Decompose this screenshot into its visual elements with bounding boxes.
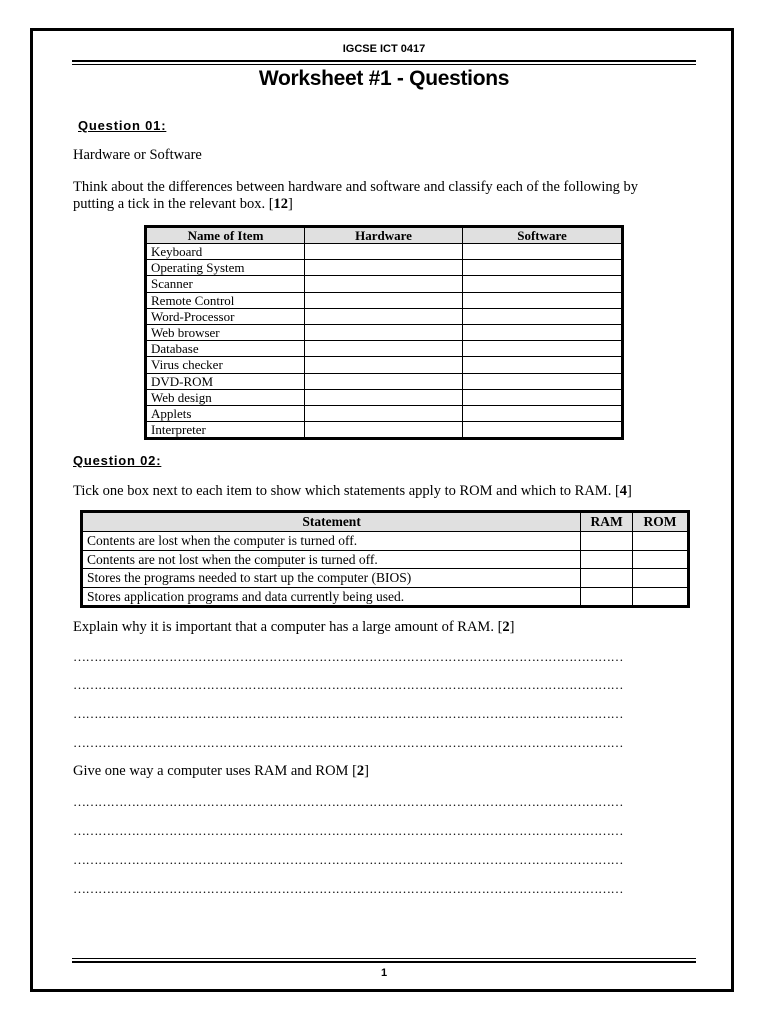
item-name-cell: Scanner	[146, 276, 305, 292]
item-name-cell: Word-Processor	[146, 308, 305, 324]
explain-marks: 2	[502, 619, 510, 635]
answer-line[interactable]: ……………………………………………………………………………………………………………………	[73, 823, 623, 838]
rom-tick-cell[interactable]	[633, 587, 689, 606]
software-tick-cell[interactable]	[463, 276, 623, 292]
hardware-tick-cell[interactable]	[305, 308, 463, 324]
item-name-cell: Database	[146, 341, 305, 357]
table-row	[146, 357, 623, 373]
hardware-software-table	[144, 225, 624, 440]
item-name-cell: Applets	[146, 405, 305, 421]
rom-tick-cell[interactable]	[633, 532, 689, 551]
hardware-tick-cell[interactable]	[305, 324, 463, 340]
table-row	[82, 550, 689, 569]
table-row	[146, 324, 623, 340]
ram-tick-cell[interactable]	[581, 550, 633, 569]
hardware-tick-cell[interactable]	[305, 276, 463, 292]
give-marks: 2	[356, 763, 365, 779]
table-row	[146, 276, 623, 292]
answer-line[interactable]: ……………………………………………………………………………………………………………………	[73, 649, 623, 664]
software-tick-cell[interactable]	[463, 308, 623, 324]
hardware-tick-cell[interactable]	[305, 373, 463, 389]
software-tick-cell[interactable]	[463, 373, 623, 389]
rom-tick-cell[interactable]	[633, 569, 689, 588]
header-rule-thin	[72, 64, 696, 65]
table-row	[146, 405, 623, 421]
software-tick-cell[interactable]	[463, 260, 623, 276]
answer-line[interactable]: ……………………………………………………………………………………………………………………	[73, 706, 623, 721]
hardware-tick-cell[interactable]	[305, 422, 463, 439]
software-tick-cell[interactable]	[463, 422, 623, 439]
column-header-ram: RAM	[581, 512, 633, 532]
table-row	[82, 587, 689, 606]
software-tick-cell[interactable]	[463, 357, 623, 373]
table-row	[146, 260, 623, 276]
hardware-tick-cell[interactable]	[305, 389, 463, 405]
hardware-tick-cell[interactable]	[305, 260, 463, 276]
table-row	[146, 292, 623, 308]
question-2-heading: Question 02:	[73, 453, 162, 468]
answer-line[interactable]: ……………………………………………………………………………………………………………………	[73, 881, 623, 896]
statement-cell: Contents are not lost when the computer is turned off.	[82, 550, 581, 569]
item-name-cell: Operating System	[146, 260, 305, 276]
ram-rom-table	[80, 510, 690, 608]
column-header-rom: ROM	[633, 512, 689, 532]
column-header-statement: Statement	[82, 512, 581, 532]
table-row	[82, 569, 689, 588]
item-name-cell: Keyboard	[146, 244, 305, 260]
question-1-instruction-line2: putting a tick in the relevant box. [12]	[73, 196, 293, 212]
page-title: Worksheet #1 - Questions	[258, 67, 510, 90]
ram-tick-cell[interactable]	[581, 587, 633, 606]
table-header-row	[146, 227, 623, 244]
software-tick-cell[interactable]	[463, 244, 623, 260]
answer-line[interactable]: ……………………………………………………………………………………………………………………	[73, 852, 623, 867]
answer-line[interactable]: ……………………………………………………………………………………………………………………	[73, 677, 623, 692]
table-row	[82, 532, 689, 551]
answer-line[interactable]: ……………………………………………………………………………………………………………………	[73, 735, 623, 750]
question-1-instruction-line1: Think about the differences between hardware and software and classify each of the following by	[73, 179, 639, 195]
course-code: IGCSE ICT 0417	[342, 43, 426, 55]
column-header-name: Name of Item	[146, 227, 305, 244]
statement-cell: Stores the programs needed to start up the computer (BIOS)	[82, 569, 581, 588]
hardware-tick-cell[interactable]	[305, 341, 463, 357]
footer-rule	[72, 961, 696, 963]
software-tick-cell[interactable]	[463, 341, 623, 357]
software-tick-cell[interactable]	[463, 292, 623, 308]
software-tick-cell[interactable]	[463, 405, 623, 421]
explain-ram-question: Explain why it is important that a computer has a large amount of RAM. [2]	[73, 619, 515, 635]
hardware-tick-cell[interactable]	[305, 405, 463, 421]
question-2-marks: 4	[619, 483, 628, 499]
ram-tick-cell[interactable]	[581, 532, 633, 551]
table-row	[146, 341, 623, 357]
answer-line[interactable]: ……………………………………………………………………………………………………………………	[73, 794, 623, 809]
ram-rom-use-question: Give one way a computer uses RAM and ROM [2]	[73, 763, 369, 779]
item-name-cell: Remote Control	[146, 292, 305, 308]
question-2-instruction: Tick one box next to each item to show which statements apply to ROM and which to RAM. [4]	[73, 483, 632, 499]
software-tick-cell[interactable]	[463, 389, 623, 405]
ram-tick-cell[interactable]	[581, 569, 633, 588]
item-name-cell: Interpreter	[146, 422, 305, 439]
page-number: 1	[380, 967, 388, 979]
question-1-heading: Question 01:	[78, 118, 167, 133]
item-name-cell: Web browser	[146, 324, 305, 340]
question-1-marks: 12	[273, 196, 289, 212]
column-header-software: Software	[463, 227, 623, 244]
hardware-tick-cell[interactable]	[305, 244, 463, 260]
question-1-subtitle: Hardware or Software	[73, 147, 202, 163]
item-name-cell: DVD-ROM	[146, 373, 305, 389]
table-row	[146, 244, 623, 260]
hardware-tick-cell[interactable]	[305, 292, 463, 308]
item-name-cell: Web design	[146, 389, 305, 405]
table-row	[146, 422, 623, 439]
software-tick-cell[interactable]	[463, 324, 623, 340]
table-row	[146, 389, 623, 405]
item-name-cell: Virus checker	[146, 357, 305, 373]
header-rule	[72, 60, 696, 62]
rom-tick-cell[interactable]	[633, 550, 689, 569]
table-row	[146, 373, 623, 389]
statement-cell: Stores application programs and data currently being used.	[82, 587, 581, 606]
footer-rule-thin	[72, 958, 696, 959]
column-header-hardware: Hardware	[305, 227, 463, 244]
hardware-tick-cell[interactable]	[305, 357, 463, 373]
table-row	[146, 308, 623, 324]
statement-cell: Contents are lost when the computer is turned off.	[82, 532, 581, 551]
table-header-row	[82, 512, 689, 532]
